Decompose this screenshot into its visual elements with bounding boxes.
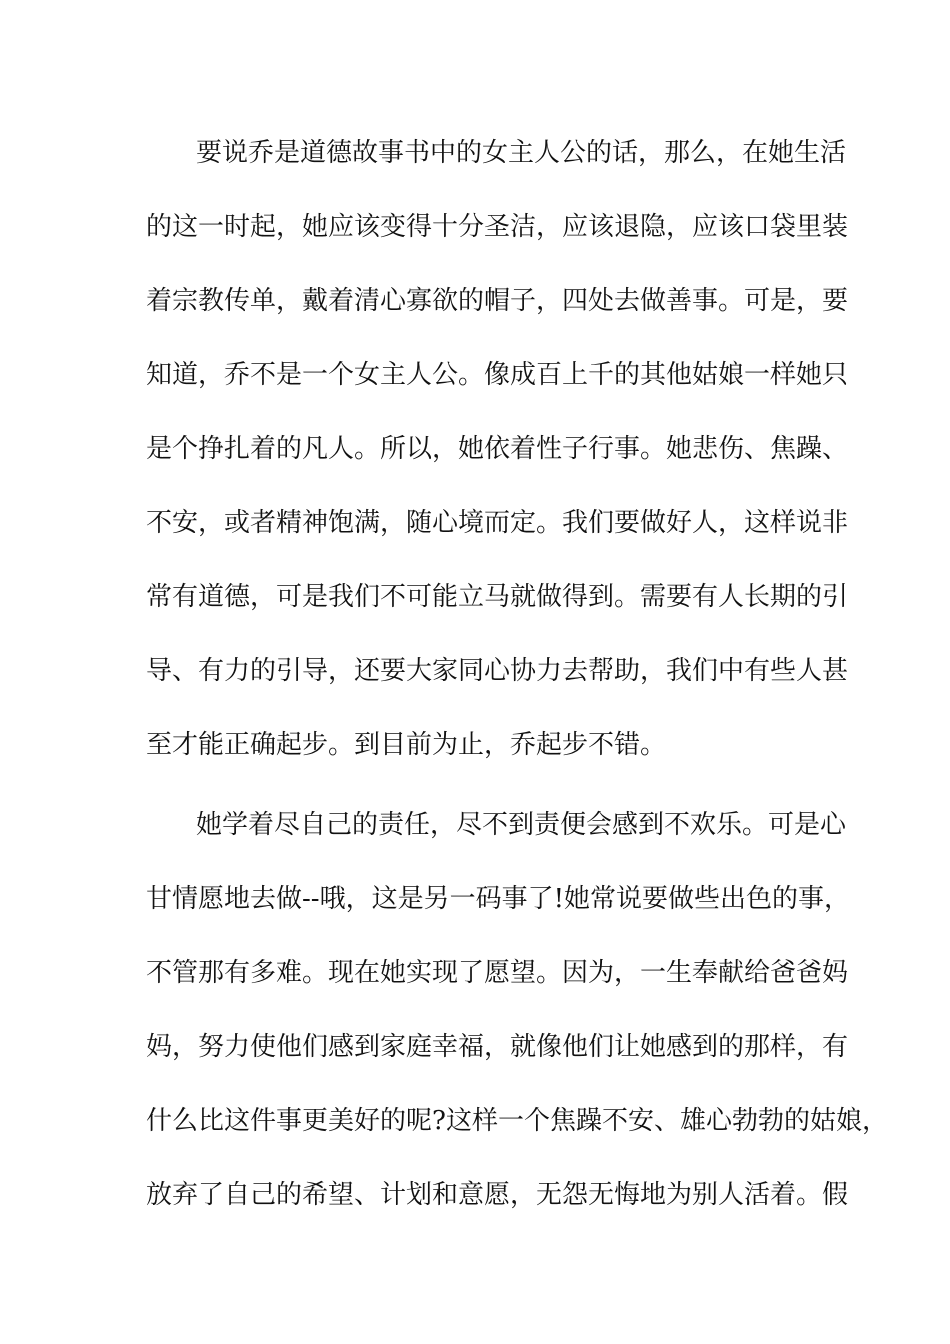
paragraph-1-line-6: 不安，或者精神饱满，随心境而定。我们要做好人，这样说非 [146, 508, 849, 538]
paragraph-2-line-5: 什么比这件事更美好的呢?这样一个焦躁不安、雄心勃勃的姑娘， [146, 1106, 888, 1136]
paragraph-2-line-6: 放弃了自己的希望、计划和意愿，无怨无悔地为别人活着。假 [146, 1180, 849, 1210]
paragraph-1-line-8: 导、有力的引导，还要大家同心协力去帮助，我们中有些人甚 [146, 656, 849, 686]
paragraph-1-line-7: 常有道德，可是我们不可能立马就做得到。需要有人长期的引 [146, 582, 849, 612]
paragraph-2-line-2: 甘情愿地去做--哦，这是另一码事了!她常说要做些出色的事， [146, 884, 851, 914]
paragraph-1-line-5: 是个挣扎着的凡人。所以，她依着性子行事。她悲伤、焦躁、 [146, 434, 849, 464]
paragraph-1-line-9: 至才能正确起步。到目前为止，乔起步不错。 [146, 730, 667, 760]
paragraph-2-line-3: 不管那有多难。现在她实现了愿望。因为，一生奉献给爸爸妈 [146, 958, 849, 988]
paragraph-1-line-3: 着宗教传单，戴着清心寡欲的帽子，四处去做善事。可是，要 [146, 286, 849, 316]
paragraph-2-line-1: 她学着尽自己的责任，尽不到责便会感到不欢乐。可是心 [196, 810, 847, 840]
paragraph-1-line-1: 要说乔是道德故事书中的女主人公的话，那么，在她生活 [196, 138, 847, 168]
paragraph-1-line-2: 的这一时起，她应该变得十分圣洁，应该退隐，应该口袋里装 [146, 212, 849, 242]
paragraph-2-line-4: 妈，努力使他们感到家庭幸福，就像他们让她感到的那样，有 [146, 1032, 849, 1062]
paragraph-1-line-4: 知道，乔不是一个女主人公。像成百上千的其他姑娘一样她只 [146, 360, 849, 390]
